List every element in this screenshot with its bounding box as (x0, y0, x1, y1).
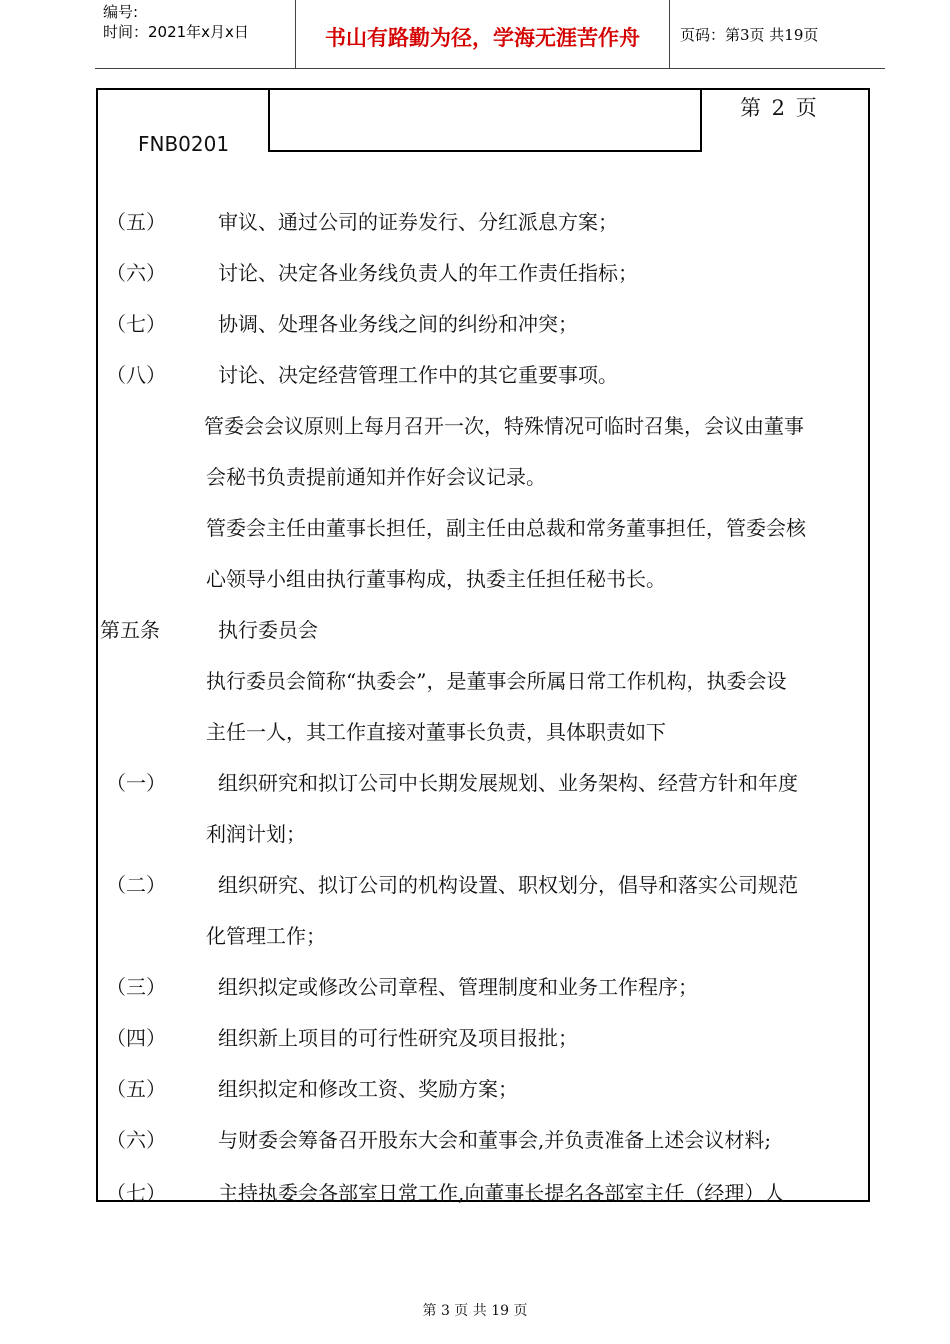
duty-text: 组织研究和拟订公司中长期发展规划、业务架构、经营方针和年度 (218, 771, 798, 795)
serial-label: 编号: (103, 3, 139, 21)
paragraph-line: 心领导小组由执行董事构成，执委主任担任秘书长。 (206, 567, 666, 591)
time-label: 时间：2021年x月x日 (103, 23, 249, 41)
paragraph-line: 主任一人，其工作直接对董事长负责，具体职责如下 (206, 720, 666, 744)
duty-text-continued: 化管理工作； (206, 924, 326, 948)
duty-number: （六） (106, 1128, 166, 1152)
list-item-number: （五） (106, 210, 166, 234)
duty-number: （五） (106, 1077, 166, 1101)
list-item-text: 协调、处理各业务线之间的纠纷和冲突； (218, 312, 578, 336)
duty-text: 与财委会筹备召开股东大会和董事会,并负责准备上述会议材料; (218, 1128, 772, 1152)
list-item-text: 审议、通过公司的证券发行、分红派息方案； (218, 210, 618, 234)
article-title: 执行委员会 (218, 618, 318, 642)
duty-text: 主持执委会各部室日常工作,向董事长提名各部室主任（经理）人 (218, 1181, 785, 1205)
page-footer: 第 3 页 共 19 页 (422, 1303, 528, 1319)
list-item-number: （八） (106, 363, 166, 387)
duty-number: （一） (106, 771, 166, 795)
list-item-number: （七） (106, 312, 166, 336)
duty-text: 组织拟定和修改工资、奖励方案； (218, 1077, 518, 1101)
list-item-text: 讨论、决定经营管理工作中的其它重要事项。 (218, 363, 618, 387)
header-slogan: 书山有路勤为径，学海无涯苦作舟 (325, 25, 640, 50)
document-code: FNB0201 (138, 132, 230, 156)
duty-text: 组织研究、拟订公司的机构设置、职权划分，倡导和落实公司规范 (218, 873, 798, 897)
title-box (268, 88, 702, 152)
page-header (95, 0, 885, 69)
header-divider (669, 0, 670, 68)
page-number-label: 第 2 页 (740, 96, 819, 120)
paragraph-line: 管委会会议原则上每月召开一次，特殊情况可临时召集，会议由董事 (204, 414, 804, 438)
duty-text: 组织新上项目的可行性研究及项目报批； (218, 1026, 578, 1050)
header-meta (103, 2, 249, 42)
duty-text-continued: 利润计划； (206, 822, 306, 846)
list-item-text: 讨论、决定各业务线负责人的年工作责任指标； (218, 261, 638, 285)
header-page-info: 页码：第3页 共19页 (680, 26, 819, 44)
paragraph-line: 会秘书负责提前通知并作好会议记录。 (206, 465, 546, 489)
article-label: 第五条 (100, 618, 160, 642)
duty-number: （七） (106, 1181, 166, 1205)
paragraph-line: 执行委员会简称“执委会”，是董事会所属日常工作机构，执委会设 (206, 669, 787, 693)
duty-number: （二） (106, 873, 166, 897)
duty-number: （四） (106, 1026, 166, 1050)
list-item-number: （六） (106, 261, 166, 285)
paragraph-line: 管委会主任由董事长担任，副主任由总裁和常务董事担任，管委会核 (206, 516, 806, 540)
duty-number: （三） (106, 975, 166, 999)
duty-text: 组织拟定或修改公司章程、管理制度和业务工作程序； (218, 975, 698, 999)
